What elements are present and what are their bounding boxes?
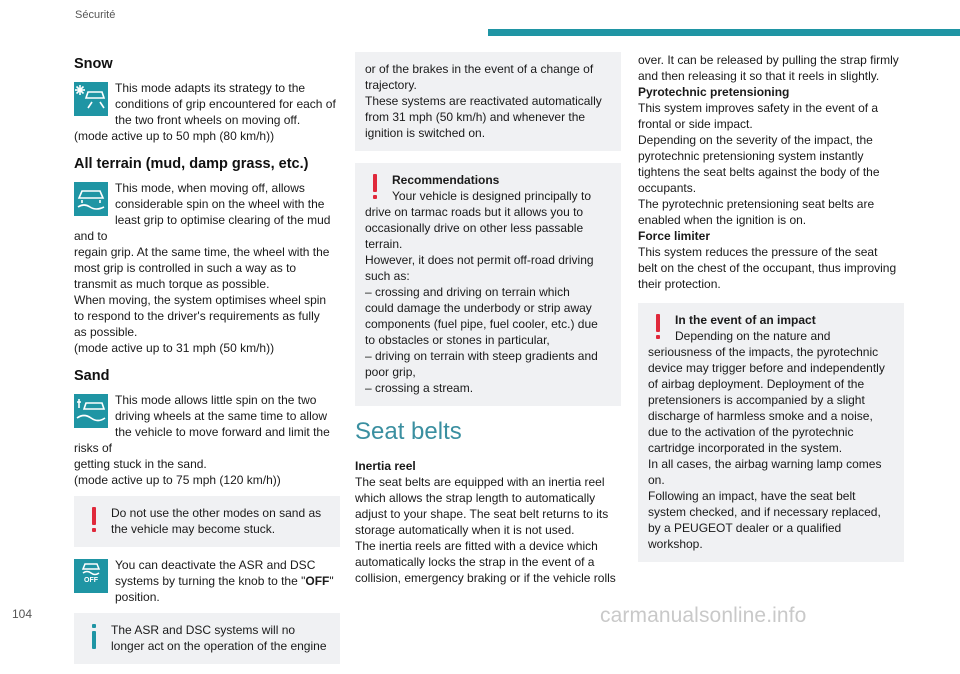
warning-text-line: the vehicle may become stuck. <box>111 522 276 536</box>
all-terrain-text-line: transmit as much torque as possible. <box>74 277 270 291</box>
sand-paragraph <box>74 392 340 488</box>
pyro-text-line: occupants. <box>638 181 697 195</box>
all-terrain-text-line: as possible. <box>74 325 138 339</box>
pyro-text-line: This system improves safety in the event of a <box>638 101 879 115</box>
page-number: 104 <box>12 607 33 621</box>
inertia-text-line: automatically locks the strap in the event of a <box>355 555 595 569</box>
all-terrain-text-line: to respond to the driver's requirements as fully <box>74 309 320 323</box>
off-text-part: " <box>329 574 334 588</box>
force-limiter-title: Force limiter <box>638 229 711 243</box>
sand-text-line: getting stuck in the sand. <box>74 457 207 471</box>
rec-text-line: terrain. <box>365 237 403 251</box>
impact-text-line: discharge of harmless smoke and a noise, <box>648 409 873 423</box>
off-text-bold: OFF <box>305 574 330 588</box>
off-text-line <box>74 573 340 589</box>
info-cont-line: from 31 mph (50 km/h) and whenever the <box>365 110 586 124</box>
snow-mode-icon <box>74 82 108 116</box>
sand-mode-icon <box>74 394 108 428</box>
warning-icon <box>84 505 104 535</box>
all-terrain-text-line: This mode, when moving off, allows <box>115 181 305 195</box>
force-text-line: This system reduces the pressure of the seat <box>638 245 878 259</box>
rec-text-line: could damage the underbody or strip away <box>365 301 592 315</box>
warning-icon <box>648 312 668 342</box>
impact-text-line: In all cases, the airbag warning lamp comes <box>648 457 882 471</box>
all-terrain-text-line: least grip to optimise clearing of the mud and to <box>74 213 331 243</box>
sand-text-line: driving wheels at the same time to allow <box>115 409 328 423</box>
column-1 <box>74 52 340 674</box>
snow-text-line: conditions of grip encountered for each of <box>115 97 336 111</box>
rec-text-line: However, it does not permit off-road driving <box>365 253 594 267</box>
rec-text-line: to obstacles or stones in particular, <box>365 333 550 347</box>
snow-text-line: the two front wheels on moving off. <box>115 113 301 127</box>
pyro-text-line: Depending on the severity of the impact, the <box>638 133 873 147</box>
rec-text-line: – driving on terrain with steep gradients and <box>365 349 598 363</box>
sand-text-line: the vehicle to move forward and limit the risks of <box>74 425 330 455</box>
info-cont-line: or of the brakes in the event of a change of <box>365 62 594 76</box>
impact-text-line: by a PEUGEOT dealer or a qualified <box>648 521 842 535</box>
impact-text-line: cartridge incorporated in the system. <box>648 441 843 455</box>
pyro-text-line: enabled when the ignition is on. <box>638 213 807 227</box>
column-3 <box>638 52 904 572</box>
warning-text-line: Do not use the other modes on sand as <box>111 506 322 520</box>
impact-text-line: workshop. <box>648 537 703 551</box>
pyro-text-line: The pyrotechnic pretensioning seat belts are <box>638 197 875 211</box>
cont-text-line: over. It can be released by pulling the strap firmly <box>638 53 899 67</box>
rec-text-line: such as: <box>365 269 410 283</box>
all-terrain-text-line: considerable spin on the wheel with the <box>115 197 325 211</box>
recommendations-box <box>355 163 621 406</box>
snow-text-line: This mode adapts its strategy to the <box>115 81 306 95</box>
snow-text-line: (mode active up to 50 mph (80 km/h)) <box>74 129 275 143</box>
recommendations-title: Recommendations <box>392 173 500 187</box>
all-terrain-heading: All terrain (mud, damp grass, etc.) <box>74 156 309 172</box>
inertia-text-line: The seat belts are equipped with an inertia reel <box>355 475 605 489</box>
sand-warning-box <box>74 496 340 547</box>
rec-text-line: – crossing and driving on terrain which <box>365 285 570 299</box>
info-icon <box>84 622 104 652</box>
rec-text-line: poor grip, <box>365 365 416 379</box>
off-text-line: position. <box>115 590 160 604</box>
inertia-text-line: collision, emergency braking or if the vehicle rolls <box>355 571 616 585</box>
all-terrain-text-line: regain grip. At the same time, the wheel with the <box>74 245 330 259</box>
impact-text-line: on. <box>648 473 665 487</box>
info-cont-line: trajectory. <box>365 78 417 92</box>
inertia-text-line: adjust to your shape. The seat belt returns to its <box>355 507 609 521</box>
section-title: Sécurité <box>75 9 116 21</box>
off-text-line: You can deactivate the ASR and DSC <box>115 558 316 572</box>
rec-text-line: – crossing a stream. <box>365 381 474 395</box>
inertia-text-line: storage automatically when it is not used. <box>355 523 575 537</box>
all-terrain-paragraph <box>74 180 340 356</box>
mud-mode-icon <box>74 182 108 216</box>
impact-text-line: due to the activation of the pyrotechnic <box>648 425 854 439</box>
snow-paragraph <box>74 80 340 144</box>
impact-text-line: pretensioners is accompanied by a slight <box>648 393 865 407</box>
info-text-line: longer act on the operation of the engine <box>111 639 327 653</box>
impact-text-line: device may trigger before and independently <box>648 361 885 375</box>
inertia-text-line: The inertia reels are fitted with a device which <box>355 539 598 553</box>
seat-belts-title: Seat belts <box>355 418 462 445</box>
impact-title: In the event of an impact <box>675 313 816 327</box>
header-accent-bar <box>488 29 960 36</box>
sand-text-line: (mode active up to 75 mph (120 km/h)) <box>74 473 281 487</box>
inertia-text-line: which allows the strap length to automatically <box>355 491 596 505</box>
snow-heading: Snow <box>74 56 113 72</box>
pyro-text-line: pyrotechnic pretensioning system instantly <box>638 149 864 163</box>
info-box-continued <box>355 52 621 151</box>
info-box <box>74 613 340 664</box>
impact-warning-box <box>638 303 904 562</box>
off-text-part: systems by turning the knob to the " <box>115 574 306 588</box>
pyro-text-line: frontal or side impact. <box>638 117 753 131</box>
impact-text-line: system checked, and if necessary replaced, <box>648 505 881 519</box>
impact-text-line: Depending on the nature and <box>675 329 831 343</box>
rec-text-line: occasionally drive on other less passable <box>365 221 584 235</box>
cont-text-line: and then releasing it so that it reels in slightly. <box>638 69 880 83</box>
column-2 <box>355 52 621 586</box>
all-terrain-text-line: (mode active up to 31 mph (50 km/h)) <box>74 341 275 355</box>
off-paragraph <box>74 557 340 605</box>
inertia-reel-title: Inertia reel <box>355 459 416 473</box>
impact-text-line: of airbag deployment. Deployment of the <box>648 377 865 391</box>
off-icon-label: OFF <box>84 577 98 584</box>
info-cont-line: ignition is switched on. <box>365 126 486 140</box>
asr-off-icon <box>74 559 108 593</box>
pyro-text-line: tightens the seat belts against the body of the <box>638 165 880 179</box>
impact-text-line: Following an impact, have the seat belt <box>648 489 856 503</box>
impact-text-line: seriousness of the impacts, the pyrotechnic <box>648 345 879 359</box>
warning-icon <box>365 172 385 202</box>
info-text-line: The ASR and DSC systems will no <box>111 623 296 637</box>
watermark: carmanualsonline.info <box>600 604 807 627</box>
force-text-line: their protection. <box>638 277 721 291</box>
force-text-line: belt on the chest of the occupant, thus improving <box>638 261 897 275</box>
pyrotechnic-title: Pyrotechnic pretensioning <box>638 85 790 99</box>
sand-heading: Sand <box>74 368 110 384</box>
info-cont-line: These systems are reactivated automatically <box>365 94 602 108</box>
rec-text-line: drive on tarmac roads but it allows you to <box>365 205 584 219</box>
sand-text-line: This mode allows little spin on the two <box>115 393 317 407</box>
all-terrain-text-line: most grip is controlled in such a way as to <box>74 261 297 275</box>
all-terrain-text-line: When moving, the system optimises wheel spin <box>74 293 327 307</box>
rec-text-line: Your vehicle is designed principally to <box>392 189 592 203</box>
rec-text-line: components (fuel pipe, fuel cooler, etc.) due <box>365 317 598 331</box>
